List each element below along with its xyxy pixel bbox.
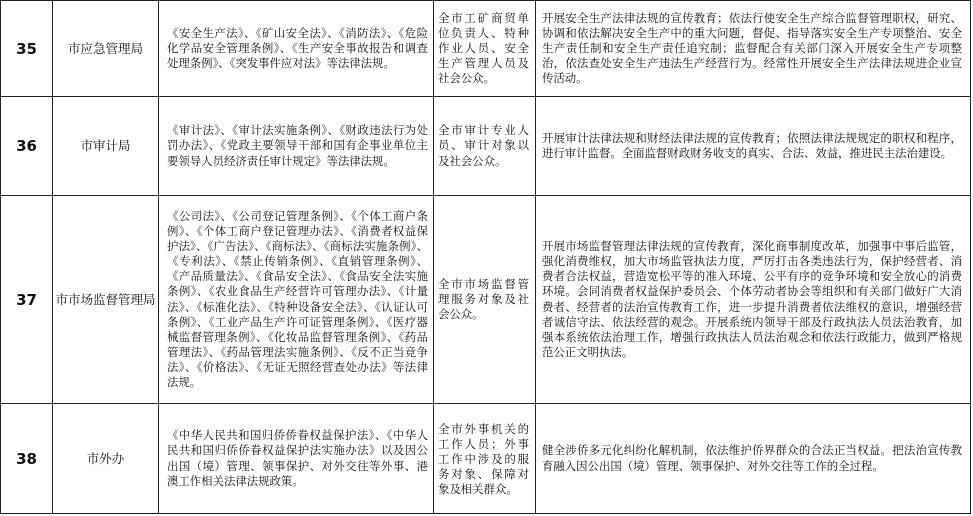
laws-cell [159, 1, 434, 97]
laws-cell [159, 196, 434, 404]
laws-cell [159, 97, 434, 196]
laws-text: 《中华人民共和国归侨侨眷权益保护法》、《中华人民共和国归侨侨眷权益保护法实施办法》以及因公出国（境）管理、领事保护、对外交往等外事、港澳工作相关法律法规政策。 [167, 428, 428, 488]
objects-text: 全市市场监督管理服务对象及社会公众。 [438, 276, 529, 322]
department-name: 市审计局 [53, 97, 159, 196]
laws-cell [159, 404, 434, 514]
tasks-text: 开展市场监督管理法律法规的宣传教育，深化商事制度改革，加强事中事后监管，强化消费维权，加大市场监管执法力度，严厉打击各类违法行为，保护经营者、消费者合法权益，营造宽松平等的准入环境、公平有序的竞争环境和安全放心的消费环境。会同消费者权益保护委员会、个体劳动者协会等组织和有关部门做好广大消费者、经营者的法治宣传教育工作，进一步提升消费者依法维权的意识，增强经营者诚信守法、依法经营的观念。开展系统内领导干部及行政执法人员法治教育，加强本系统依法治理工作，增强行政执法人员法治观念和依法行政能力，做到严格规范公正文明执法。 [542, 239, 962, 359]
tasks-text: 开展安全生产法律法规的宣传教育；依法行使安全生产综合监督管理职权，研究、协调和依法解决安全生产中的重大问题，督促、指导落实安全生产专项整治、安全生产责任制和安全生产责任追究制；监督配合有关部门深入开展安全生产专项整治，依法查处安全生产违法生产经营行为。经常性开展安全生产法律法规进企业宣传活动。 [542, 10, 962, 86]
tasks-text: 开展审计法律法规和财经法律法规的宣传教育；依照法律法规规定的职权和程序，进行审计监督。全面监督财政财务收支的真实、合法、效益，推进民主法治建设。 [542, 130, 962, 160]
row-number: 35 [1, 1, 53, 97]
laws-text: 《公司法》、《公司登记管理条例》、《个体工商户条例》、《个体工商户登记管理办法》、《消费者权益保护法》、《广告法》、《商标法》、《商标法实施条例》、《专利法》、《禁止传销条例》、《直销管理条例》、《产品质量法》、《食品安全法》、《食品安全法实施条例》、《农业食品生产经营许可管理办法》、《计量法》、《标准化法》、《特种设备安全法》、《认证认可条例》、《工业产品生产许可证管理条例》、《医疗器械监督管理条例》、《化妆品监督管理条例》、《药品管理法》、《药品管理法实施条例》、《反不正当竞争法》、《价格法》、《无证无照经营查处办法》等法律法规。 [167, 208, 428, 389]
department-name: 市外办 [53, 404, 159, 514]
table-row [1, 404, 971, 514]
row-number: 37 [1, 196, 53, 404]
department-name: 市市场监督管理局 [53, 196, 159, 404]
tasks-cell [536, 97, 971, 196]
objects-cell [434, 97, 536, 196]
laws-text: 《审计法》、《审计法实施条例》、《财政违法行为处罚办法》、《党政主要领导干部和国有企事业单位主要领导人员经济责任审计规定》等法律法规。 [167, 123, 428, 168]
tasks-cell [536, 196, 971, 404]
objects-text: 全市工矿商贸单位负责人、特种作业人员、安全生产管理人员及社会公众。 [438, 10, 529, 86]
department-name: 市应急管理局 [53, 1, 159, 97]
objects-text: 全市外事机关的工作人员；外事工作中涉及的服务对象、保障对象及相关群众。 [438, 421, 529, 497]
table-row [1, 1, 971, 97]
laws-text: 《安全生产法》、《矿山安全法》、《消防法》、《危险化学品安全管理条例》、《生产安全事故报告和调查处理条例》、《突发事件应对法》等法律法规。 [167, 25, 428, 71]
tasks-cell [536, 1, 971, 97]
tasks-text: 健全涉侨多元化纠纷化解机制，依法维护侨界群众的合法正当权益。把法治宣传教育融入因公出国（境）管理、领事保护、对外交往等工作的全过程。 [542, 443, 962, 473]
objects-cell [434, 196, 536, 404]
row-number: 36 [1, 97, 53, 196]
objects-text: 全市审计专业人员、审计对象以及社会公众。 [438, 123, 529, 168]
objects-cell [434, 404, 536, 514]
table-row [1, 196, 971, 404]
objects-cell [434, 1, 536, 97]
row-number: 38 [1, 404, 53, 514]
tasks-cell [536, 404, 971, 514]
table-row [1, 97, 971, 196]
